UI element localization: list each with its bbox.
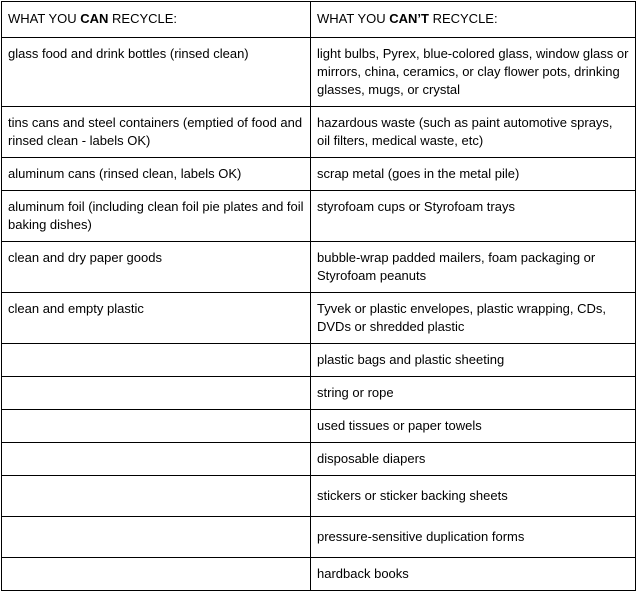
cant-recycle-cell: stickers or sticker backing sheets xyxy=(311,476,636,517)
cant-recycle-cell: hardback books xyxy=(311,558,636,591)
cant-recycle-cell: scrap metal (goes in the metal pile) xyxy=(311,158,636,191)
can-recycle-cell xyxy=(2,344,311,377)
cant-recycle-cell: plastic bags and plastic sheeting xyxy=(311,344,636,377)
can-recycle-cell xyxy=(2,558,311,591)
header-cant-suffix: RECYCLE: xyxy=(428,11,498,26)
can-recycle-cell: clean and empty plastic xyxy=(2,293,311,344)
cant-recycle-cell: hazardous waste (such as paint automotive sprays, oil filters, medical waste, etc) xyxy=(311,107,636,158)
table-row xyxy=(2,107,636,158)
table-row xyxy=(2,344,636,377)
header-cant-emphasis: CAN’T xyxy=(389,11,429,26)
table-row xyxy=(2,517,636,558)
header-cant-recycle xyxy=(311,2,636,38)
can-recycle-cell xyxy=(2,377,311,410)
table-row xyxy=(2,191,636,242)
cant-recycle-cell: string or rope xyxy=(311,377,636,410)
cant-recycle-cell: light bulbs, Pyrex, blue-colored glass, window glass or mirrors, china, ceramics, or clay flower pots, drinking glasses, mugs, or crystal xyxy=(311,38,636,107)
table-row xyxy=(2,410,636,443)
header-cant-prefix: WHAT YOU xyxy=(317,11,390,26)
table-row xyxy=(2,38,636,107)
table-row xyxy=(2,476,636,517)
cant-recycle-cell: styrofoam cups or Styrofoam trays xyxy=(311,191,636,242)
can-recycle-cell xyxy=(2,410,311,443)
table-row xyxy=(2,158,636,191)
cant-recycle-cell: disposable diapers xyxy=(311,443,636,476)
cant-recycle-cell: used tissues or paper towels xyxy=(311,410,636,443)
header-can-recycle xyxy=(2,2,311,38)
can-recycle-cell xyxy=(2,443,311,476)
can-recycle-cell xyxy=(2,517,311,558)
can-recycle-cell: clean and dry paper goods xyxy=(2,242,311,293)
can-recycle-cell xyxy=(2,476,311,517)
header-row xyxy=(2,2,636,38)
table-row xyxy=(2,242,636,293)
header-can-suffix: RECYCLE: xyxy=(108,11,178,26)
header-can-emphasis: CAN xyxy=(80,11,109,26)
can-recycle-cell: aluminum foil (including clean foil pie plates and foil baking dishes) xyxy=(2,191,311,242)
table-row xyxy=(2,443,636,476)
header-can-prefix: WHAT YOU xyxy=(8,11,81,26)
can-recycle-cell: glass food and drink bottles (rinsed clean) xyxy=(2,38,311,107)
recycling-table xyxy=(1,1,636,591)
cant-recycle-cell: Tyvek or plastic envelopes, plastic wrapping, CDs, DVDs or shredded plastic xyxy=(311,293,636,344)
cant-recycle-cell: pressure-sensitive duplication forms xyxy=(311,517,636,558)
can-recycle-cell: aluminum cans (rinsed clean, labels OK) xyxy=(2,158,311,191)
table-row xyxy=(2,558,636,591)
can-recycle-cell: tins cans and steel containers (emptied of food and rinsed clean - labels OK) xyxy=(2,107,311,158)
table-row xyxy=(2,293,636,344)
table-row xyxy=(2,377,636,410)
cant-recycle-cell: bubble-wrap padded mailers, foam packaging or Styrofoam peanuts xyxy=(311,242,636,293)
